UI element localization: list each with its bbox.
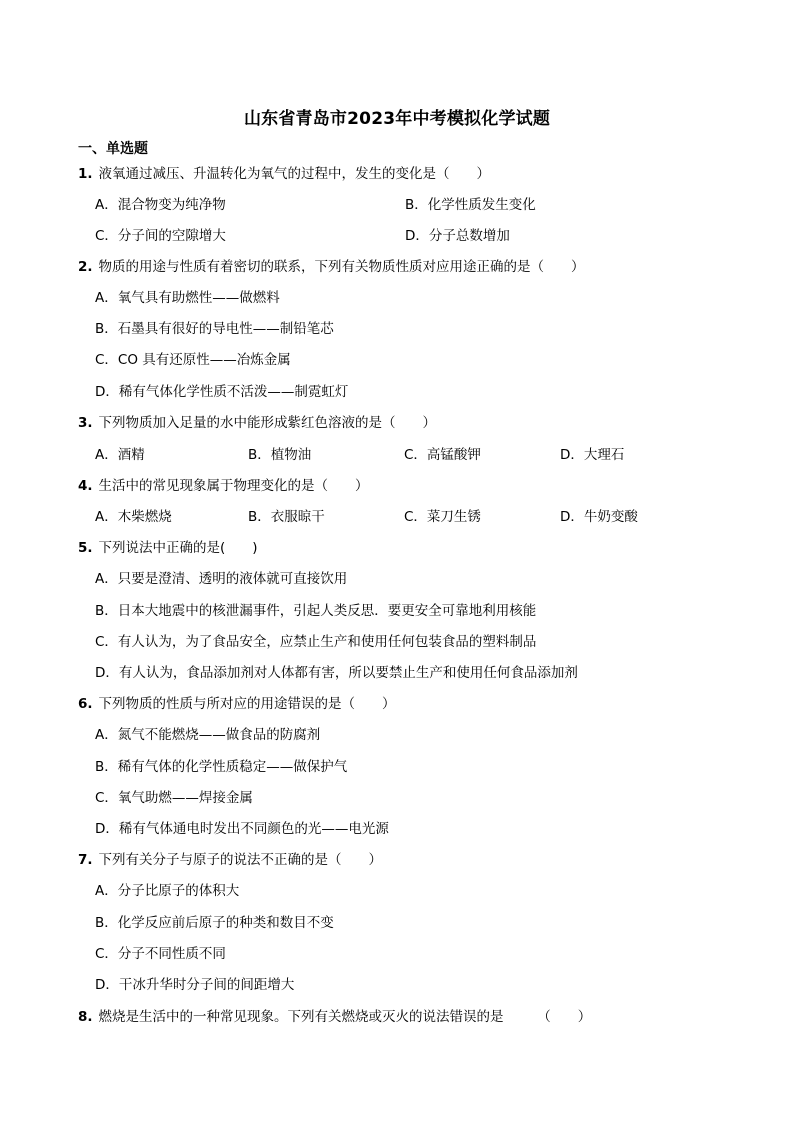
question-number: 2. <box>78 259 93 275</box>
section-heading: 一、单选题 <box>78 141 148 157</box>
option-b: B．化学性质发生变化 <box>405 197 536 213</box>
question-stem: 下列有关分子与原子的说法不正确的是（ ） <box>98 852 383 868</box>
question-2 <box>78 257 585 277</box>
option-a: A．氮气不能燃烧——做食品的防腐剂 <box>95 727 321 743</box>
option-c: C．有人认为，为了食品安全，应禁止生产和使用任何包装食品的塑料制品 <box>95 634 537 650</box>
option-c: C．分子不同性质不同 <box>95 946 226 962</box>
question-stem: 下列物质加入足量的水中能形成紫红色溶液的是（ ） <box>98 415 437 431</box>
question-stem: 下列说法中正确的是( ) <box>98 540 258 556</box>
question-stem: 物质的用途与性质有着密切的联系，下列有关物质性质对应用途正确的是（ ） <box>98 259 585 275</box>
question-number: 7. <box>78 852 93 868</box>
option-c: C．氧气助燃——焊接金属 <box>95 790 253 806</box>
option-a: A．混合物变为纯净物 <box>95 197 226 213</box>
option-c: C．高锰酸钾 <box>404 447 481 463</box>
option-d: D．干冰升华时分子间的间距增大 <box>95 977 295 993</box>
question-number: 8. <box>78 1009 93 1025</box>
option-d: D．分子总数增加 <box>405 228 510 244</box>
option-a: A．木柴燃烧 <box>95 509 172 525</box>
option-a: A．只要是澄清、透明的液体就可直接饮用 <box>95 571 348 587</box>
question-stem: 下列物质的性质与所对应的用途错误的是（ ） <box>98 696 396 712</box>
question-number: 5. <box>78 540 93 556</box>
option-c: C．菜刀生锈 <box>404 509 481 525</box>
page-title: 山东省青岛市2023年中考模拟化学试题 <box>243 109 551 129</box>
option-a: A．分子比原子的体积大 <box>95 883 240 899</box>
option-b: B．稀有气体的化学性质稳定——做保护气 <box>95 759 348 775</box>
option-b: B．化学反应前后原子的种类和数目不变 <box>95 915 334 931</box>
option-d: D．大理石 <box>560 447 625 463</box>
option-c: C．CO 具有还原性——冶炼金属 <box>95 352 291 368</box>
option-d: D．牛奶变酸 <box>560 509 638 525</box>
option-d: D．稀有气体化学性质不活泼——制霓虹灯 <box>95 384 349 400</box>
option-d: D．稀有气体通电时发出不同颜色的光——电光源 <box>95 821 389 837</box>
question-number: 4. <box>78 478 93 494</box>
option-a: A．酒精 <box>95 447 145 463</box>
option-d: D．有人认为，食品添加剂对人体都有害，所以要禁止生产和使用任何食品添加剂 <box>95 665 578 681</box>
question-3 <box>78 413 436 433</box>
question-6 <box>78 694 396 714</box>
option-b: B．日本大地震中的核泄漏事件，引起人类反思．要更安全可靠地利用核能 <box>95 603 537 619</box>
question-7 <box>78 850 382 870</box>
question-8 <box>78 1007 591 1027</box>
option-b: B．衣服晾干 <box>248 509 325 525</box>
question-number: 1. <box>78 166 93 182</box>
question-stem: 液氧通过减压、升温转化为氧气的过程中，发生的变化是（ ） <box>98 166 491 182</box>
question-stem: 燃烧是生活中的一种常见现象。下列有关燃烧或灭火的说法错误的是 （ ） <box>98 1009 592 1025</box>
option-b: B．植物油 <box>248 447 312 463</box>
question-1 <box>78 164 490 184</box>
question-number: 6. <box>78 696 93 712</box>
question-4 <box>78 476 369 496</box>
question-stem: 生活中的常见现象属于物理变化的是（ ） <box>98 478 369 494</box>
question-5 <box>78 538 258 558</box>
option-c: C．分子间的空隙增大 <box>95 228 226 244</box>
question-number: 3. <box>78 415 93 431</box>
option-b: B．石墨具有很好的导电性——制铅笔芯 <box>95 321 334 337</box>
option-a: A．氧气具有助燃性——做燃料 <box>95 290 280 306</box>
